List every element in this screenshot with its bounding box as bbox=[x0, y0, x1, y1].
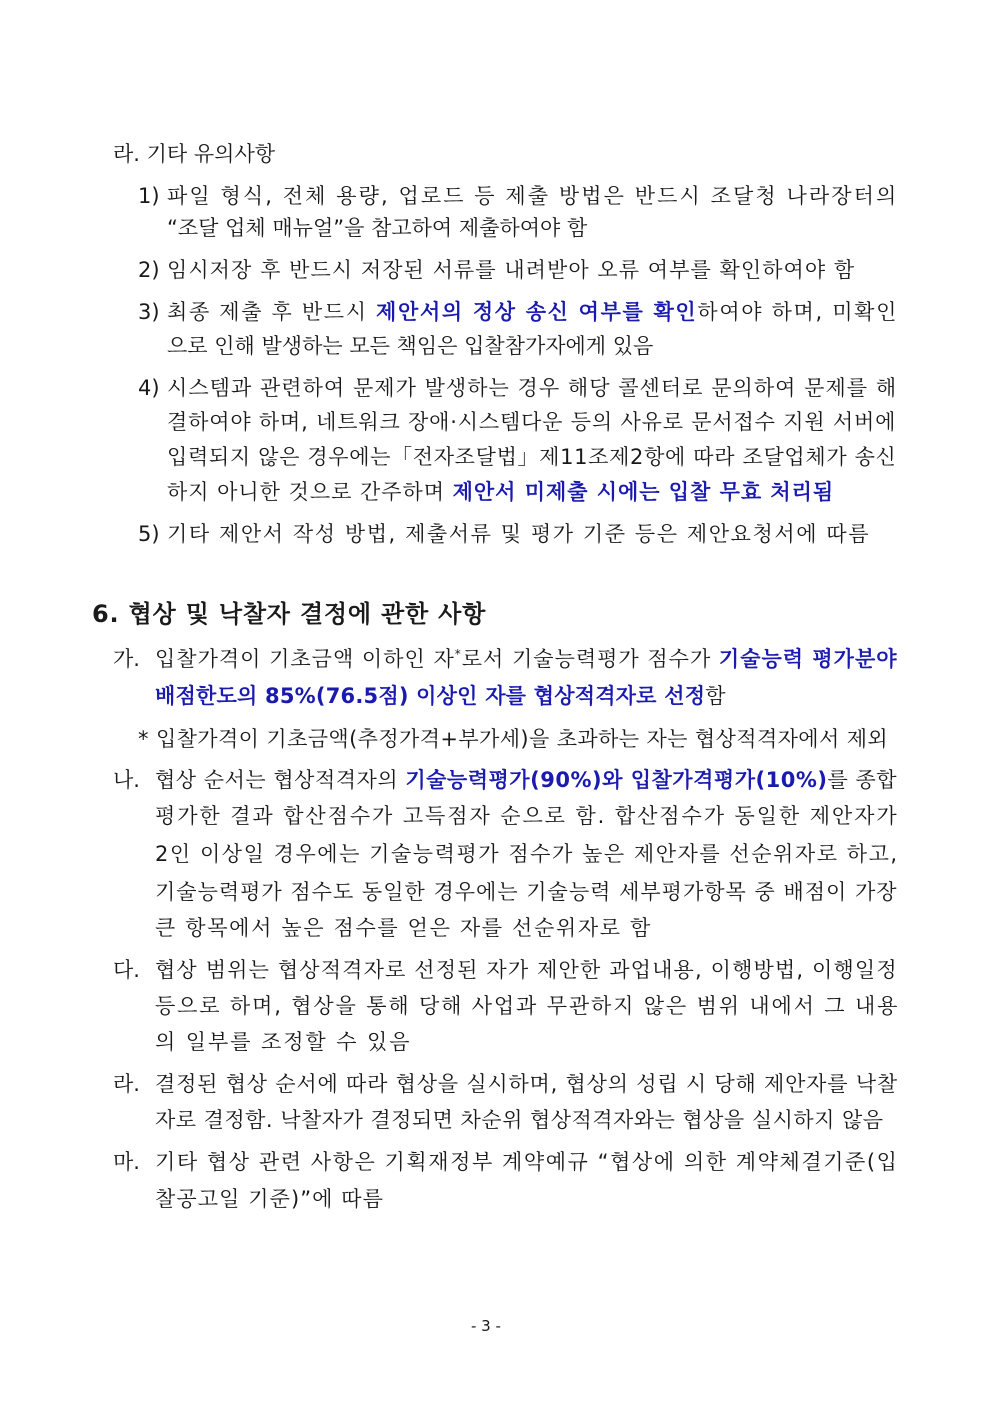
subsection-title-ra: 라. 기타 유의사항 bbox=[113, 142, 276, 166]
clause-na-line-1 bbox=[155, 766, 897, 794]
clause-da-line-2: 등으로 하며, 협상을 통해 당해 사업과 무관하지 않은 범위 내에서 그 내용 bbox=[155, 994, 900, 1018]
clause-label-ma: 마. bbox=[113, 1150, 140, 1174]
item-number-1: 1) bbox=[138, 184, 160, 208]
item-3-line-2: 으로 인해 발생하는 모든 책임은 입찰참가자에게 있음 bbox=[167, 334, 654, 358]
item-2-line-1: 임시저장 후 반드시 저장된 서류를 내려받아 오류 여부를 확인하여야 함 bbox=[167, 258, 856, 282]
footnote-mark: * bbox=[454, 647, 462, 661]
clause-ga-emphasis-2: 배점한도의 85%(76.5점) 이상인 자를 협상적격자로 선정 bbox=[155, 684, 706, 708]
page-number: - 3 - bbox=[471, 1317, 501, 1335]
clause-ma-line-1: 기타 협상 관련 사항은 기획재정부 계약예규 “협상에 의한 계약체결기준(입 bbox=[155, 1150, 899, 1174]
clause-label-ra: 라. bbox=[113, 1072, 140, 1096]
clause-na-line-2: 평가한 결과 합산점수가 고득점자 순으로 함. 합산점수가 동일한 제안자가 bbox=[155, 804, 899, 828]
item-4-line-4 bbox=[167, 478, 834, 506]
clause-ga-line-2 bbox=[155, 682, 726, 710]
clause-ra-line-1: 결정된 협상 순서에 따라 협상을 실시하며, 협상의 성립 시 당해 제안자를 낙찰 bbox=[155, 1072, 898, 1096]
clause-na-line-4: 기술능력평가 점수도 동일한 경우에는 기술능력 세부평가항목 중 배점이 가장 bbox=[155, 880, 898, 904]
item-1-line-1: 파일 형식, 전체 용량, 업로드 등 제출 방법은 반드시 조달청 나라장터의 bbox=[167, 184, 899, 208]
item-number-3: 3) bbox=[138, 300, 160, 324]
item-number-4: 4) bbox=[138, 376, 160, 400]
item-number-5: 5) bbox=[138, 522, 160, 546]
item-5-line-1: 기타 제안서 작성 방법, 제출서류 및 평가 기준 등은 제안요청서에 따름 bbox=[167, 522, 871, 546]
item-4-text-pre: 하지 아니한 것으로 간주하며 bbox=[167, 480, 453, 504]
clause-label-ga: 가. bbox=[113, 647, 140, 671]
clause-na-text-post: 를 종합 bbox=[827, 768, 898, 792]
clause-ra-line-2: 자로 결정함. 낙찰자가 결정되면 차순위 협상적격자와는 협상을 실시하지 않음 bbox=[155, 1108, 884, 1132]
clause-da-line-3: 의 일부를 조정할 수 있음 bbox=[155, 1030, 412, 1054]
item-4-emphasis: 제안서 미제출 시에는 입찰 무효 처리됨 bbox=[452, 480, 835, 504]
clause-label-da: 다. bbox=[113, 958, 140, 982]
item-3-line-1 bbox=[167, 298, 898, 326]
item-4-line-3: 입력되지 않은 경우에는「전자조달법」제11조제2항에 따라 조달업체가 송신 bbox=[167, 445, 897, 469]
item-3-text-pre: 최종 제출 후 반드시 bbox=[167, 300, 377, 324]
item-4-line-2: 결하여야 하며, 네트워크 장애·시스템다운 등의 사유로 문서접수 지원 서버에 bbox=[167, 410, 897, 434]
item-4-line-1: 시스템과 관련하여 문제가 발생하는 경우 해당 콜센터로 문의하여 문제를 해 bbox=[167, 376, 898, 400]
clause-ga-emphasis-1: 기술능력 평가분야 bbox=[718, 647, 898, 671]
item-number-2: 2) bbox=[138, 258, 160, 282]
item-1-line-2: “조달 업체 매뉴얼”을 참고하여 제출하여야 함 bbox=[167, 216, 588, 240]
clause-ma-line-2: 찰공고일 기준)”에 따름 bbox=[155, 1187, 385, 1211]
clause-na-line-3: 2인 이상일 경우에는 기술능력평가 점수가 높은 제안자를 선순위자로 하고, bbox=[155, 842, 899, 866]
clause-na-line-5: 큰 항목에서 높은 점수를 얻은 자를 선순위자로 함 bbox=[155, 916, 652, 940]
clause-da-line-1: 협상 범위는 협상적격자로 선정된 자가 제안한 과업내용, 이행방법, 이행일정 bbox=[155, 958, 898, 982]
item-3-text-post: 하여야 하며, 미확인 bbox=[697, 300, 899, 324]
clause-ga-text-pre: 입찰가격이 기초금액 이하인 자 bbox=[155, 647, 455, 671]
clause-na-text-pre: 협상 순서는 협상적격자의 bbox=[155, 768, 406, 792]
clause-ga-text-mid: 로서 기술능력평가 점수가 bbox=[461, 647, 719, 671]
item-3-emphasis: 제안서의 정상 송신 여부를 확인 bbox=[376, 300, 698, 324]
clause-ga-line-1 bbox=[155, 645, 898, 673]
clause-na-emphasis: 기술능력평가(90%)와 입찰가격평가(10%) bbox=[405, 768, 828, 792]
clause-ga-text-post: 함 bbox=[705, 684, 726, 708]
section-heading: 6. 협상 및 낙찰자 결정에 관한 사항 bbox=[92, 600, 487, 628]
clause-ga-note: * 입찰가격이 기초금액(추정가격+부가세)을 초과하는 자는 협상적격자에서 제외 bbox=[138, 727, 889, 751]
clause-label-na: 나. bbox=[113, 768, 140, 792]
